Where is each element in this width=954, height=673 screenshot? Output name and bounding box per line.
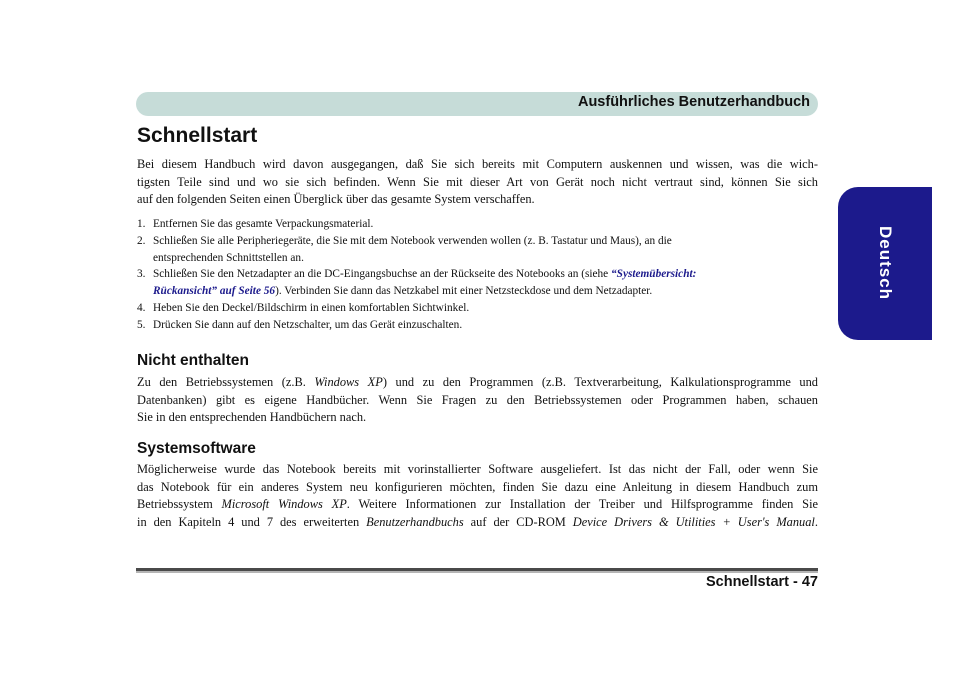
section-heading-system-software: Systemsoftware	[137, 440, 256, 457]
list-text: ). Verbinden Sie dann das Netzkabel mit einer Netzsteckdose und dem Netzadapter.	[275, 285, 653, 298]
paragraph-line: Möglicherweise wurde das Notebook bereits mit vorinstallierter Software ausgeliefert. Ist das nicht der Fall, oder wenn Sie	[137, 462, 818, 476]
not-included-paragraph	[137, 374, 818, 427]
list-number: 5.	[137, 318, 146, 331]
list-item	[137, 233, 818, 267]
cross-reference-link[interactable]: “Systemübersicht:	[611, 268, 697, 281]
page-footer: Schnellstart - 47	[705, 574, 818, 590]
emphasis: Benutzerhandbuchs	[366, 514, 464, 529]
header-bar	[136, 92, 818, 116]
section-heading-not-included: Nicht enthalten	[137, 352, 249, 369]
list-text: Schließen Sie alle Peripheriegeräte, die Sie mit dem Notebook verwenden wollen (z. B. Tastatur und Maus), an die	[153, 234, 672, 247]
paragraph-line: das Notebook für ein anderes System neu konfigurieren möchten, finden Sie dazu eine Anleitung in diesem Handbuch zum	[137, 479, 818, 494]
setup-steps-list	[137, 216, 818, 334]
intro-line: auf den folgenden Seiten einen Überglick über das gesamte System verschaffen.	[137, 192, 535, 206]
list-item	[137, 300, 818, 317]
intro-paragraph	[137, 156, 818, 209]
paragraph-line: in den Kapiteln 4 und 7 des erweiterten Benutzerhandbuchs auf der CD-ROM Device Drivers & Utilities + User's Manual.	[137, 514, 818, 529]
paragraph-line: Zu den Betriebssystemen (z.B. Windows XP) und zu den Programmen (z.B. Textverarbeitung, Kalkulationsprogramme und	[137, 375, 818, 389]
language-tab	[838, 187, 932, 340]
header-title: Ausführliches Benutzerhandbuch	[577, 94, 810, 110]
paragraph-line: Sie in den entsprechenden Handbüchern nach.	[137, 410, 367, 424]
footer-rule-shadow	[136, 571, 818, 573]
list-text: Heben Sie den Deckel/Bildschirm in einen komfortablen Sichtwinkel.	[153, 301, 470, 314]
list-item	[137, 266, 818, 300]
list-item	[137, 216, 818, 233]
list-text: Drücken Sie dann auf den Netzschalter, um das Gerät einzuschalten.	[153, 318, 463, 331]
intro-line: Bei diesem Handbuch wird davon ausgegangen, daß Sie sich bereits mit Computern auskennen und wissen, was die wich-	[137, 157, 818, 171]
emphasis: Device Drivers & Utilities + User's Manual	[572, 514, 815, 529]
intro-line: tigsten Teile sind und wo sie sich befinden. Wenn Sie mit dieser Art von Gerät noch nicht vertraut sind, können Sie sich	[137, 174, 818, 189]
cross-reference-link[interactable]: Rückansicht” auf Seite 56	[153, 285, 276, 298]
list-text: entsprechenden Schnittstellen an.	[153, 251, 304, 264]
list-text: Entfernen Sie das gesamte Verpackungsmaterial.	[153, 218, 374, 230]
list-text-line	[153, 283, 818, 300]
emphasis: Windows XP	[314, 375, 383, 389]
list-number: 4.	[137, 301, 146, 314]
list-number: 1.	[137, 218, 146, 230]
list-text-line	[153, 266, 818, 283]
paragraph-line: Betriebssystem Microsoft Windows XP. Weitere Informationen zur Installation der Treiber und Hilfsprogramme finden Sie	[137, 497, 819, 511]
system-software-paragraph	[137, 461, 818, 531]
language-tab-label: Deutsch	[876, 225, 895, 301]
emphasis: Microsoft Windows XP	[221, 497, 347, 511]
list-number: 3.	[137, 268, 146, 281]
page-title: Schnellstart	[137, 124, 258, 147]
paragraph-line: Datenbanken) gibt es eigene Handbücher. Wenn Sie Fragen zu den Betriebssystemen oder Programmen haben, schauen	[137, 392, 818, 407]
list-item	[137, 317, 818, 334]
list-number: 2.	[137, 234, 146, 247]
list-text: Schließen Sie den Netzadapter an die DC-Eingangsbuchse an der Rückseite des Notebooks an (siehe	[153, 268, 612, 281]
